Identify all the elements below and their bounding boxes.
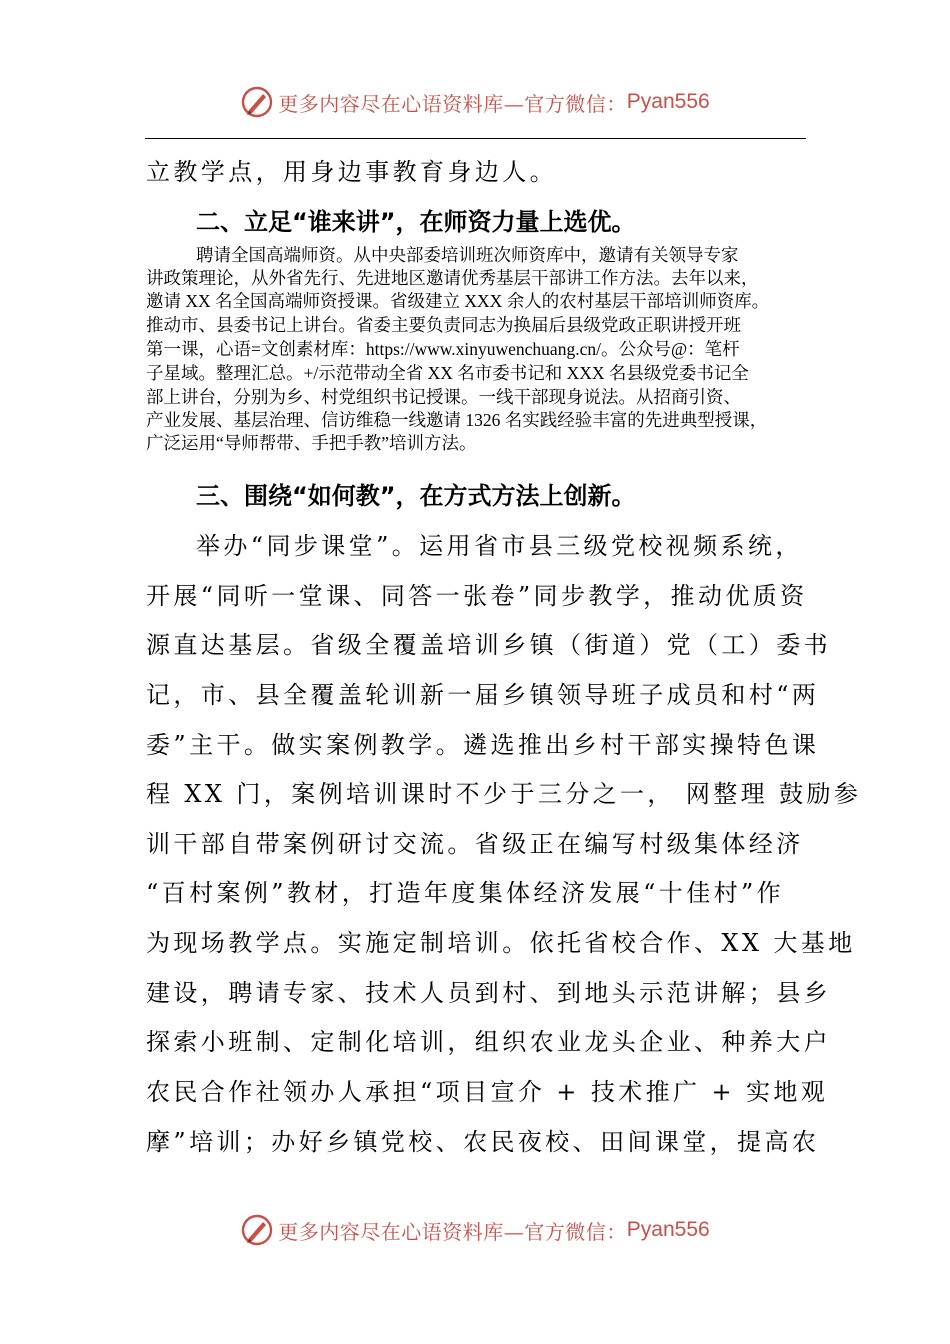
para3-line: 训干部自带案例研讨交流。省级正在编写村级集体经济 xyxy=(146,830,804,858)
para3-line: 记，市、县全覆盖轮训新一届乡镇领导班子成员和村“两 xyxy=(146,681,820,709)
pen-logo-icon xyxy=(240,85,274,119)
para3-line: 农民合作社领办人承担“项目宣介 + 技术推广 + 实地观 xyxy=(146,1078,829,1106)
header-rule xyxy=(145,138,806,139)
watermark-text: 更多内容尽在心语资料库—官方微信： xyxy=(278,1219,627,1244)
para2-line: 子星域。整理汇总。+/示范带动全省 XX 名市委书记和 XXX 名县级党委书记全 xyxy=(146,363,749,383)
para3-line: 探索小班制、定制化培训，组织农业龙头企业、种养大户 xyxy=(146,1028,831,1056)
para2-line: 第一课，心语=文创素材库：https://www.xinyuwenchuang.cn/。公众号@：笔杆 xyxy=(146,339,740,359)
para3-line: 程 XX 门，案例培训课时不少于三分之一， 网整理 鼓励参 xyxy=(146,780,862,808)
para2-line: 部上讲台，分别为乡、村党组织书记授课。一线干部现身说法。从招商引资、 xyxy=(146,387,741,407)
para2-line: 聘请全国高端师资。从中央部委培训班次师资库中，邀请有关领导专家 xyxy=(196,245,739,265)
footer-watermark xyxy=(0,1210,950,1250)
watermark-id: Pyan556 xyxy=(626,90,710,113)
pen-logo-icon xyxy=(240,1213,274,1247)
para3-line: “百村案例”教材，打造年度集体经济发展“十佳村”作 xyxy=(146,879,785,907)
para2-line: 邀请 XX 名全国高端师资授课。省级建立 XXX 余人的农村基层干部培训师资库。 xyxy=(146,291,770,311)
para3-line: 建设，聘请专家、技术人员到村、到地头示范讲解；县乡 xyxy=(146,979,831,1007)
section-heading-3: 三、围绕“如何教”，在方式方法上创新。 xyxy=(196,482,636,510)
para3-line: 为现场教学点。实施定制培训。依托省校合作、XX 大基地 xyxy=(146,929,856,957)
watermark-text: 更多内容尽在心语资料库—官方微信： xyxy=(278,91,627,116)
para3-line: 举办“同步课堂”。运用省市县三级党校视频系统， xyxy=(196,532,803,560)
para3-line: 开展“同听一堂课、同答一张卷”同步教学，推动优质资 xyxy=(146,582,808,610)
watermark-id: Pyan556 xyxy=(626,1218,710,1241)
para3-line: 源直达基层。省级全覆盖培训乡镇（街道）党（工）委书 xyxy=(146,631,831,659)
para2-line: 广泛运用“导师帮带、手把手教”培训方法。 xyxy=(146,433,477,453)
para2-line: 讲政策理论，从外省先行、先进地区邀请优秀基层干部讲工作方法。去年以来， xyxy=(146,268,759,288)
para3-line: 委”主干。做实案例教学。遴选推出乡村干部实操特色课 xyxy=(146,731,820,759)
para2-line: 产业发展、基层治理、信访维稳一线邀请 1326 名实践经验丰富的先进典型授课， xyxy=(146,410,768,430)
para3-line: 摩”培训；办好乡镇党校、农民夜校、田间课堂，提高农 xyxy=(146,1128,820,1156)
header-watermark xyxy=(0,82,950,122)
section-heading-2: 二、立足“谁来讲”，在师资力量上选优。 xyxy=(196,208,636,236)
text-line: 立教学点，用身边事教育身边人。 xyxy=(146,158,557,186)
para2-line: 推动市、县委书记上讲台。省委主要负责同志为换届后县级党政正职讲授开班 xyxy=(146,315,741,335)
